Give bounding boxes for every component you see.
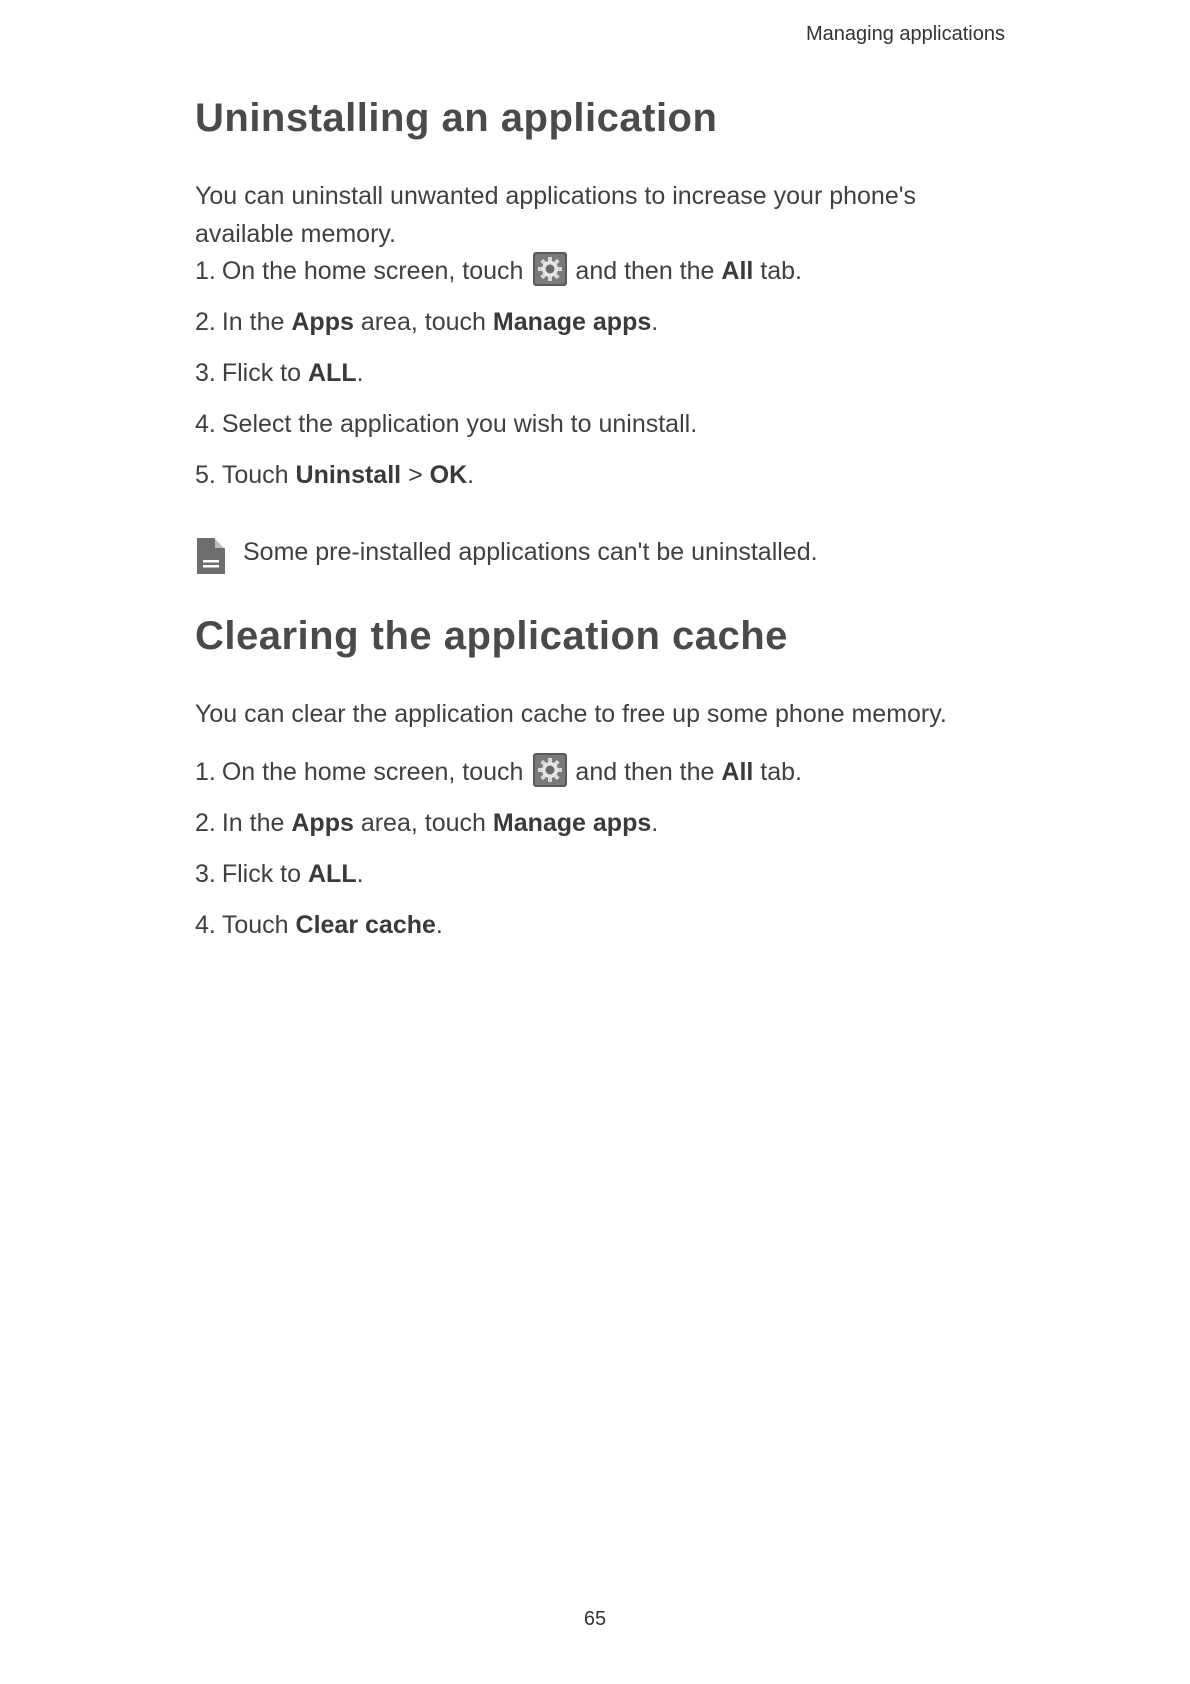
cache-step-3: 3. Flick to ALL. <box>195 860 364 888</box>
section-intro-clear-cache: You can clear the application cache to free up some phone memory. <box>195 700 947 728</box>
settings-icon <box>533 753 567 787</box>
settings-icon <box>533 252 567 286</box>
page-number: 65 <box>583 1608 607 1630</box>
note-icon <box>195 536 227 576</box>
note <box>195 536 818 576</box>
note-text: Some pre-installed applications can't be uninstalled. <box>243 538 818 566</box>
uninstall-step-5: 5. Touch Uninstall > OK. <box>195 461 475 489</box>
uninstall-step-3: 3. Flick to ALL. <box>195 359 364 387</box>
uninstall-step-4: 4. Select the application you wish to uninstall. <box>195 410 698 438</box>
cache-step-2: 2. In the Apps area, touch Manage apps. <box>195 809 659 837</box>
running-header: Managing applications <box>805 23 1005 45</box>
uninstall-step-2: 2. In the Apps area, touch Manage apps. <box>195 308 659 336</box>
section-intro-uninstall: You can uninstall unwanted applications to increase your phone's available memory. <box>195 182 917 248</box>
cache-step-4: 4. Touch Clear cache. <box>195 911 443 939</box>
section-title-clear-cache: Clearing the application cache <box>195 614 788 658</box>
section-title-uninstall: Uninstalling an application <box>195 96 718 140</box>
uninstall-step-1: 1. On the home screen, touch and then the All tab. <box>195 255 802 287</box>
cache-step-1: 1. On the home screen, touch and then the All tab. <box>195 756 802 788</box>
